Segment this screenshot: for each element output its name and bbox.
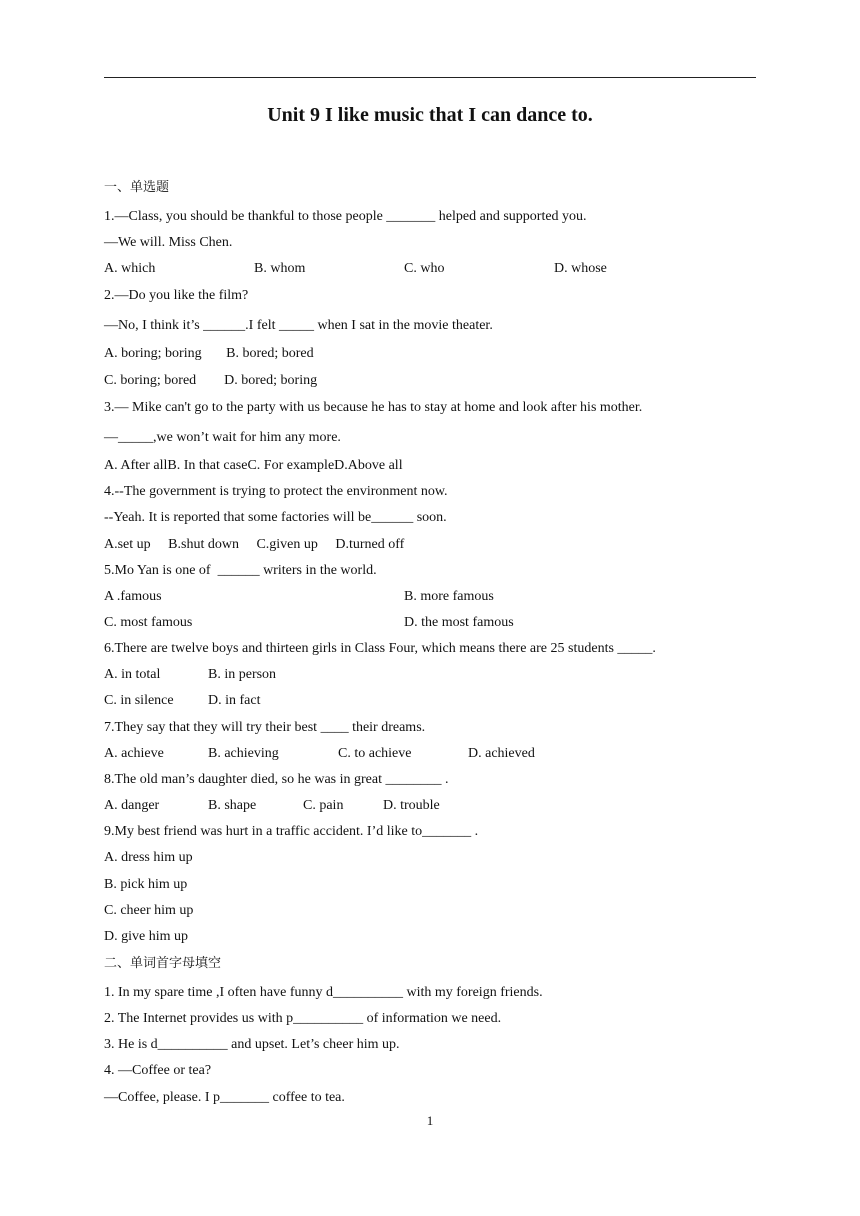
question-5-option-a: A .famous xyxy=(104,589,162,604)
question-8-option-d: D. trouble xyxy=(383,798,440,813)
question-8-stem: 8.The old man’s daughter died, so he was in great ________ . xyxy=(104,772,449,787)
question-1-option-a: A. which xyxy=(104,261,156,276)
question-7-option-b: B. achieving xyxy=(208,746,279,761)
question-6-stem: 6.There are twelve boys and thirteen girls in Class Four, which means there are 25 students _____. xyxy=(104,641,656,656)
question-9-option-a: A. dress him up xyxy=(104,850,193,865)
question-9-option-d: D. give him up xyxy=(104,929,188,944)
question-8-option-c: C. pain xyxy=(303,798,344,813)
question-1-stem: 1.—Class, you should be thankful to those people _______ helped and supported you. xyxy=(104,209,587,224)
question-3-stem: 3.— Mike can't go to the party with us because he has to stay at home and look after his mother. xyxy=(104,400,643,415)
question-1-reply: —We will. Miss Chen. xyxy=(104,235,233,250)
question-3-options: A. After allB. In that caseC. For exampleD.Above all xyxy=(104,458,403,473)
fill-question-3: 3. He is d__________ and upset. Let’s cheer him up. xyxy=(104,1037,400,1052)
question-4-stem: 4.--The government is trying to protect the environment now. xyxy=(104,484,448,499)
question-9-option-c: C. cheer him up xyxy=(104,903,194,918)
question-6-option-c: C. in silence xyxy=(104,693,174,708)
page-number: 1 xyxy=(426,1113,434,1128)
question-1-option-d: D. whose xyxy=(554,261,607,276)
question-8-option-b: B. shape xyxy=(208,798,257,813)
question-2-options-cd: C. boring; bored D. bored; boring xyxy=(104,373,318,388)
question-7-option-c: C. to achieve xyxy=(338,746,412,761)
question-1-option-c: C. who xyxy=(404,261,445,276)
question-6-option-b: B. in person xyxy=(208,667,277,682)
header-rule xyxy=(104,77,756,78)
question-7-option-a: A. achieve xyxy=(104,746,164,761)
question-4-options: A.set up B.shut down C.given up D.turned off xyxy=(104,537,405,552)
question-1-option-b: B. whom xyxy=(254,261,306,276)
question-5-option-d: D. the most famous xyxy=(404,615,514,630)
question-7-option-d: D. achieved xyxy=(468,746,535,761)
question-3-reply: —_____,we won’t wait for him any more. xyxy=(104,430,341,445)
fill-question-4-reply: —Coffee, please. I p_______ coffee to tea. xyxy=(104,1090,345,1105)
fill-question-1: 1. In my spare time ,I often have funny d__________ with my foreign friends. xyxy=(104,985,543,1000)
section-heading-word-fill: 二、单词首字母填空 xyxy=(104,956,222,971)
document-title: Unit 9 I like music that I can dance to. xyxy=(267,104,593,126)
question-6-option-d: D. in fact xyxy=(208,693,261,708)
question-5-option-b: B. more famous xyxy=(404,589,494,604)
section-heading-single-choice: 一、单选题 xyxy=(104,180,170,195)
question-8-option-a: A. danger xyxy=(104,798,160,813)
question-2-stem: 2.—Do you like the film? xyxy=(104,288,249,303)
question-9-stem: 9.My best friend was hurt in a traffic accident. I’d like to_______ . xyxy=(104,824,479,839)
question-4-reply: --Yeah. It is reported that some factories will be______ soon. xyxy=(104,510,447,525)
question-9-option-b: B. pick him up xyxy=(104,877,188,892)
question-6-option-a: A. in total xyxy=(104,667,161,682)
fill-question-4-stem: 4. —Coffee or tea? xyxy=(104,1063,212,1078)
fill-question-2: 2. The Internet provides us with p__________ of information we need. xyxy=(104,1011,502,1026)
question-2-reply: —No, I think it’s ______.I felt _____ when I sat in the movie theater. xyxy=(104,318,493,333)
question-2-options-ab: A. boring; boring B. bored; bored xyxy=(104,346,314,361)
question-7-stem: 7.They say that they will try their best ____ their dreams. xyxy=(104,720,426,735)
question-5-option-c: C. most famous xyxy=(104,615,193,630)
question-5-stem: 5.Mo Yan is one of ______ writers in the world. xyxy=(104,563,377,578)
